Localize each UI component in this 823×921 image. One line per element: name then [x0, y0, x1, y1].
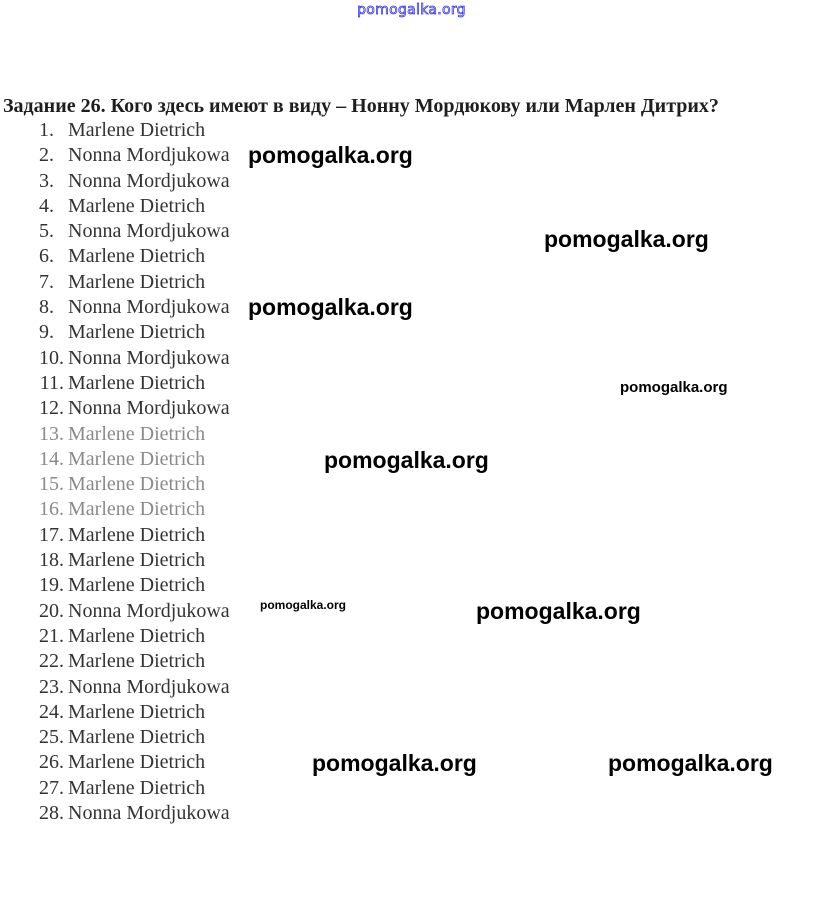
item-number: 5. [39, 220, 54, 243]
item-number: 27. [39, 776, 64, 799]
item-text: Marlene Dietrich [68, 119, 206, 141]
item-text: Marlene Dietrich [68, 422, 206, 445]
item-text: Marlene Dietrich [68, 574, 206, 597]
watermark: pomogalka.org [324, 447, 489, 473]
item-text: Marlene Dietrich [68, 776, 206, 799]
item-number: 26. [39, 751, 64, 774]
item-number: 18. [39, 549, 64, 572]
item-text: Nonna Mordjukowa [68, 169, 230, 192]
item-text: Marlene Dietrich [68, 650, 206, 673]
item-number: 21. [39, 624, 64, 647]
item-number: 19. [39, 574, 64, 597]
item-number: 20. [39, 599, 64, 622]
item-text: Nonna Mordjukowa [68, 144, 230, 167]
item-number: 23. [39, 675, 64, 698]
site-header-link[interactable]: pomogalka.org [357, 2, 466, 18]
item-number: 17. [39, 523, 64, 546]
item-number: 6. [39, 245, 54, 268]
watermark: pomogalka.org [608, 750, 773, 776]
watermark: pomogalka.org [248, 142, 413, 168]
item-text: Nonna Mordjukowa [68, 599, 230, 622]
item-text: Marlene Dietrich [68, 700, 206, 723]
item-number: 16. [39, 498, 64, 521]
item-number: 15. [39, 473, 64, 496]
item-number: 10. [39, 346, 64, 369]
item-number: 7. [39, 270, 54, 293]
item-text: Nonna Mordjukowa [68, 296, 230, 319]
item-text: Nonna Mordjukowa [68, 397, 230, 420]
item-number: 13. [39, 422, 64, 445]
item-number: 1. [39, 119, 54, 141]
watermark: pomogalka.org [620, 379, 728, 396]
item-text: Marlene Dietrich [68, 726, 206, 749]
item-number: 3. [39, 169, 54, 192]
watermark: pomogalka.org [248, 294, 413, 320]
item-text: Marlene Dietrich [68, 321, 206, 344]
item-text: Nonna Mordjukowa [68, 346, 230, 369]
item-text: Marlene Dietrich [68, 523, 206, 546]
item-text: Marlene Dietrich [68, 751, 206, 774]
item-text: Nonna Mordjukowa [68, 675, 230, 698]
item-number: 14. [39, 447, 64, 470]
item-number: 9. [39, 321, 54, 344]
item-number: 11. [39, 371, 64, 394]
item-number: 22. [39, 650, 64, 673]
item-number: 8. [39, 296, 54, 319]
watermark: pomogalka.org [312, 750, 477, 776]
item-text: Marlene Dietrich [68, 473, 206, 496]
task-title: Задание 26. Кого здесь имеют в виду – Нонну Мордюкову или Марлен Дитрих? [3, 95, 719, 117]
item-text: Nonna Mordjukowa [68, 220, 230, 243]
item-text: Marlene Dietrich [68, 270, 206, 293]
watermark: pomogalka.org [260, 598, 347, 612]
item-text: Marlene Dietrich [68, 549, 206, 572]
watermark: pomogalka.org [476, 598, 641, 624]
item-text: Marlene Dietrich [68, 498, 206, 521]
item-text: Marlene Dietrich [68, 447, 206, 470]
item-number: 4. [39, 194, 54, 217]
item-number: 24. [39, 700, 64, 723]
item-text: Marlene Dietrich [68, 245, 206, 268]
item-number: 12. [39, 397, 64, 420]
item-text: Nonna Mordjukowa [68, 802, 230, 825]
item-number: 25. [39, 726, 64, 749]
item-number: 2. [39, 144, 54, 167]
item-text: Marlene Dietrich [68, 194, 206, 217]
item-text: Marlene Dietrich [68, 371, 206, 394]
item-text: Marlene Dietrich [68, 624, 206, 647]
watermark: pomogalka.org [544, 226, 709, 252]
item-number: 28. [39, 802, 64, 825]
